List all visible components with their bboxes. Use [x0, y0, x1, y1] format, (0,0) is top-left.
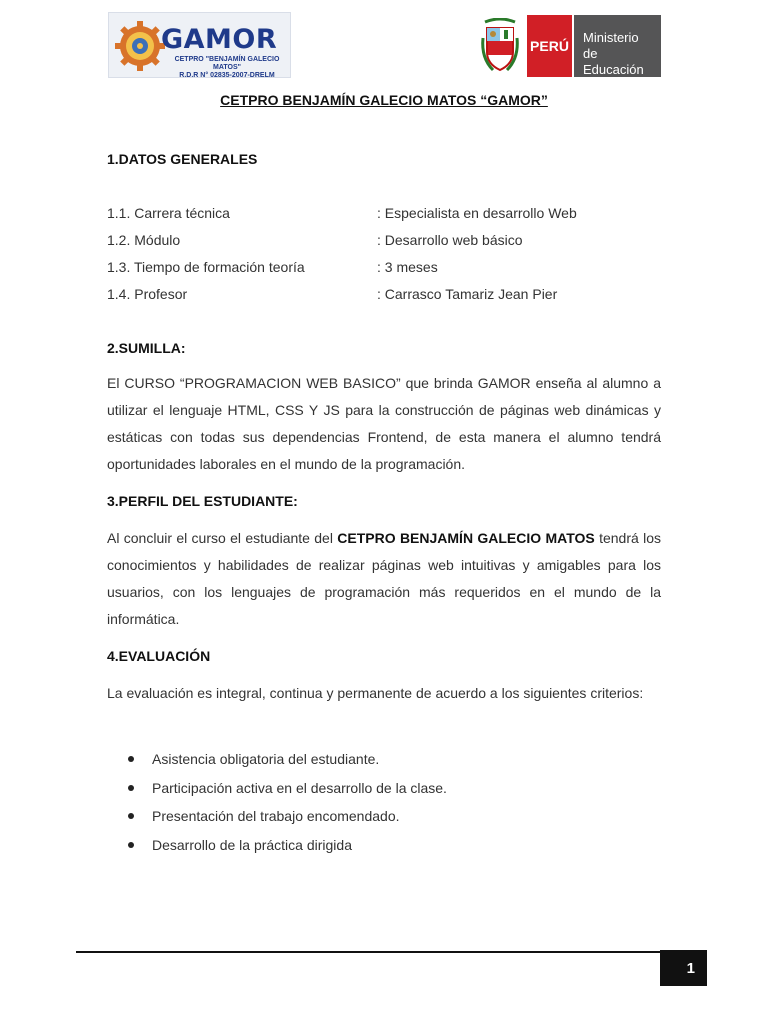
datos-row-value: : Carrasco Tamariz Jean Pier: [377, 286, 558, 302]
footer-rule: [76, 951, 660, 953]
list-item: [107, 831, 447, 860]
datos-row: [107, 232, 523, 248]
list-item-text: Presentación del trabajo encomendado.: [152, 808, 400, 824]
evaluacion-criteria-list: [107, 745, 447, 859]
gamor-subtitle-line2: R.D.R N° 02835-2007-DRELM: [179, 72, 275, 78]
datos-row: [107, 286, 558, 302]
perfil-paragraph: [107, 525, 661, 633]
ministry-line2: de Educación: [583, 46, 644, 77]
perfil-text-start: Al concluir el curso el estudiante del: [107, 530, 338, 546]
evaluacion-intro: La evaluación es integral, continua y permanente de acuerdo a los siguientes criterios:: [107, 685, 644, 701]
gamor-subtitle: [165, 56, 289, 78]
minedu-logo: [479, 15, 661, 77]
datos-row-label: 1.4. Profesor: [107, 286, 188, 302]
bullet-icon: [128, 756, 134, 762]
peru-label: PERÚ: [527, 15, 572, 77]
bullet-icon: [128, 842, 134, 848]
ministry-line1: Ministerio: [583, 30, 639, 45]
document-title: CETPRO BENJAMÍN GALECIO MATOS “GAMOR”: [220, 92, 548, 108]
gamor-subtitle-line1: CETPRO "BENJAMÍN GALECIO MATOS": [174, 56, 280, 71]
datos-row-label: 1.2. Módulo: [107, 232, 181, 248]
gamor-brand-text: GAMOR: [161, 24, 278, 55]
datos-row-value: : Desarrollo web básico: [377, 232, 523, 248]
list-item-text: Desarrollo de la práctica dirigida: [152, 836, 352, 853]
list-item: [107, 745, 447, 774]
datos-row-label: 1.3. Tiempo de formación teoría: [107, 259, 305, 275]
list-item-text: Asistencia obligatoria del estudiante.: [152, 751, 380, 767]
bullet-icon: [128, 785, 134, 791]
section-heading-perfil: 3.PERFIL DEL ESTUDIANTE:: [107, 493, 298, 509]
section-heading-datos: 1.DATOS GENERALES: [107, 151, 258, 167]
datos-row-value: : Especialista en desarrollo Web: [377, 205, 577, 221]
datos-row: [107, 205, 577, 221]
peru-coat-of-arms-icon: [479, 18, 521, 74]
list-item: [107, 774, 447, 803]
gear-emblem-icon: [113, 19, 167, 73]
sumilla-paragraph: El CURSO “PROGRAMACION WEB BASICO” que brinda GAMOR enseña al alumno a utilizar el lenguaje HTML, CSS Y JS para la construcción de páginas web dinámicas y estáticas con todas sus dependencias Frontend, de esta manera el alumno tendrá oportunidades laborales en el mundo de la programación.: [107, 375, 661, 472]
ministry-label: [574, 15, 661, 77]
page-number: 1: [660, 950, 707, 986]
list-item-text: Participación activa en el desarrollo de la clase.: [152, 779, 447, 796]
datos-row-label: 1.1. Carrera técnica: [107, 205, 230, 221]
datos-row: [107, 259, 438, 275]
list-item: [107, 802, 447, 831]
datos-row-value: : 3 meses: [377, 259, 438, 275]
section-heading-sumilla: 2.SUMILLA:: [107, 340, 186, 356]
perfil-text-end: tendrá los conocimientos y habilidades de realizar páginas web intuitivas y amigables para los usuarios, con los lenguajes de programación más requeridos en el mundo de la informática.: [107, 530, 661, 627]
bullet-icon: [128, 813, 134, 819]
section-heading-evaluacion: 4.EVALUACIÓN: [107, 648, 211, 664]
gamor-logo: [108, 12, 291, 78]
perfil-institution-name: CETPRO BENJAMÍN GALECIO MATOS: [337, 530, 595, 546]
